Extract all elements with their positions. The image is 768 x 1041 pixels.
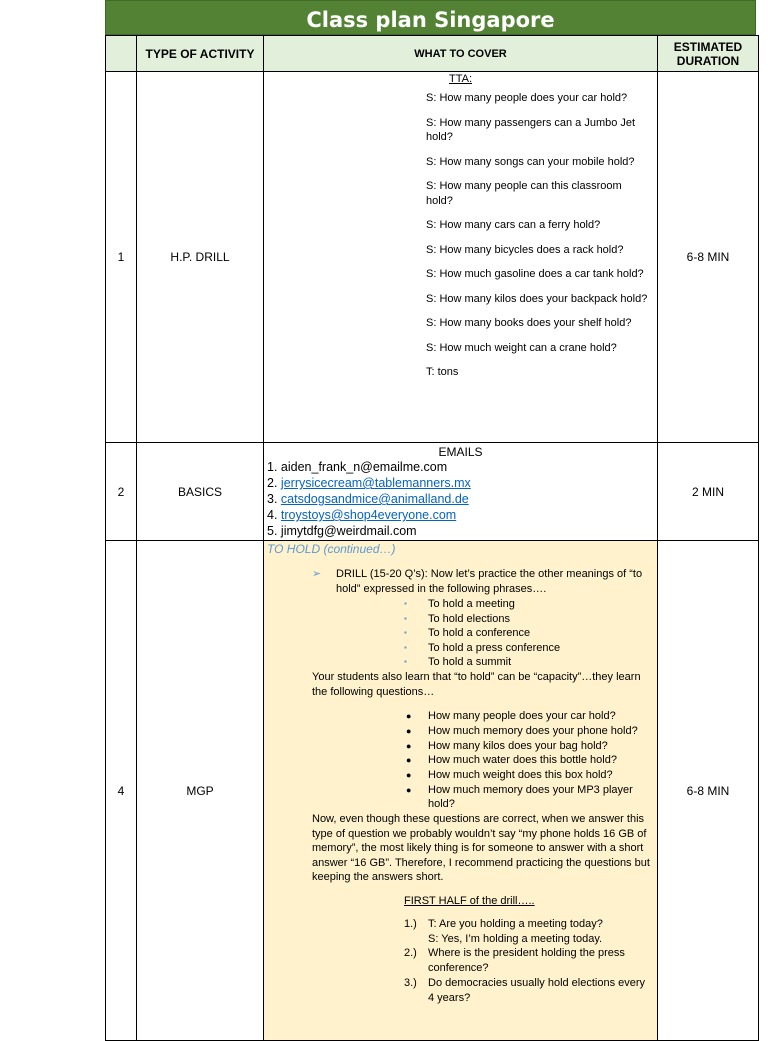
answer-paragraph: Now, even though these questions are correct, when we answer this type of question we probably wouldn’t say “my phone holds 16 GB of memory”, the most likely thing is for someone to answer with a short answer “16 GB”. Therefore, I recommend practicing the questions but keeping the answers short. [312, 813, 650, 884]
item-number: 1.) [404, 918, 417, 931]
list-item: ▪ To hold a conference [404, 626, 657, 641]
list-item: ● How much memory does your MP3 player hold? [404, 783, 651, 812]
list-item: ● How many people does your car hold? [404, 709, 651, 724]
table-row [106, 443, 759, 541]
row-number: 2 [106, 443, 137, 541]
row-number: 1 [106, 72, 137, 443]
tta-label: TTA: [448, 73, 472, 85]
drill-instruction [312, 567, 657, 597]
list-item: S: How much weight can a crane hold? [426, 341, 617, 354]
list-item: ● How much memory does your phone hold? [404, 724, 651, 739]
list-item [267, 459, 657, 475]
header-type-of-activity: TYPE OF ACTIVITY [137, 36, 264, 72]
cover-cell [264, 72, 658, 443]
table-row [106, 541, 759, 1041]
list-item [404, 976, 651, 1005]
row-number: 4 [106, 541, 137, 1041]
list-item: ▪ To hold a press conference [404, 641, 657, 656]
list-item: S: How many people can this classroom hold? [426, 180, 622, 207]
item-number: 3.) [404, 976, 417, 989]
drill-line: Do democracies usually hold elections every 4 years? [428, 976, 646, 1004]
list-item [267, 507, 657, 523]
email-link[interactable]: troystoys@shop4everyone.com [280, 508, 457, 522]
section-heading: TO HOLD (continued…) [267, 542, 396, 556]
cover-cell [264, 443, 658, 541]
estimated-duration: 6-8 MIN [658, 541, 759, 1041]
item-number: 4. [267, 508, 278, 522]
email-address: aiden_frank_n@emailme.com [280, 460, 448, 474]
list-item: ● How much water does this bottle hold? [404, 753, 651, 768]
drill-line: S: Yes, I’m holding a meeting today. [428, 932, 603, 945]
estimated-duration: 6-8 MIN [658, 72, 759, 443]
list-item [267, 523, 657, 539]
page-title: Class plan Singapore [105, 0, 756, 35]
list-item [267, 475, 657, 491]
list-item: ▪ To hold elections [404, 612, 657, 627]
header-row [106, 36, 759, 72]
list-item: ▪ To hold a meeting [404, 597, 657, 612]
list-item: ● How many kilos does your bag hold? [404, 739, 651, 754]
first-half-heading: FIRST HALF of the drill….. [404, 895, 535, 908]
drill-text: DRILL (15-20 Q’s): Now let’s practice the other meanings of “to hold” expressed in the following phrases…. [336, 568, 643, 595]
class-plan-sheet [105, 0, 756, 1041]
emails-heading: EMAILS [438, 445, 483, 459]
item-number: 2. [267, 476, 278, 490]
list-item: ▪ To hold a summit [404, 655, 657, 670]
list-item: S: How many people does your car hold? [426, 92, 628, 104]
cover-cell [264, 541, 658, 1041]
list-item [404, 946, 651, 975]
list-item: S: How many books does your shelf hold? [426, 317, 632, 329]
list-item [404, 917, 651, 946]
phrase-list [264, 597, 657, 670]
activity-type: H.P. DRILL [137, 72, 264, 443]
list-item: S: How much gasoline does a car tank hold? [426, 268, 644, 280]
list-item [267, 491, 657, 507]
item-number: 1. [267, 460, 278, 474]
email-link[interactable]: jerrysicecream@tablemanners.mx [280, 476, 471, 490]
class-plan-table [105, 35, 759, 1041]
list-item: T: tons [426, 366, 459, 378]
list-item: ● How much weight does this box hold? [404, 768, 651, 783]
header-what-to-cover: WHAT TO COVER [264, 36, 658, 72]
table-row [106, 72, 759, 443]
list-item: S: How many cars can a ferry hold? [426, 219, 601, 231]
arrow-bullet-icon: ➢ [312, 568, 322, 580]
email-link[interactable]: catsdogsandmice@animalland.de [280, 492, 469, 506]
question-list [264, 91, 657, 380]
drill-line: T: Are you holding a meeting today? [428, 918, 603, 931]
numbered-drill-list [264, 917, 657, 1005]
activity-type: MGP [137, 541, 264, 1041]
capacity-question-list [264, 709, 657, 812]
list-item: S: How many kilos does your backpack hold? [426, 292, 648, 305]
header-number [106, 36, 137, 72]
email-list [264, 459, 657, 539]
header-estimated-duration: ESTIMATED DURATION [658, 36, 759, 72]
list-item: S: How many songs can your mobile hold? [426, 155, 635, 168]
item-number: 2.) [404, 947, 417, 960]
capacity-paragraph: Your students also learn that “to hold” can be “capacity”…they learn the following questions… [312, 670, 641, 698]
item-number: 5. [267, 524, 278, 538]
estimated-duration: 2 MIN [658, 443, 759, 541]
email-address: jimytdfg@weirdmail.com [280, 524, 417, 538]
item-number: 3. [267, 492, 278, 506]
list-item: S: How many passengers can a Jumbo Jet hold? [426, 116, 636, 143]
activity-type: BASICS [137, 443, 264, 541]
drill-line: Where is the president holding the press conference? [428, 947, 625, 975]
list-item: S: How many bicycles does a rack hold? [426, 243, 624, 256]
